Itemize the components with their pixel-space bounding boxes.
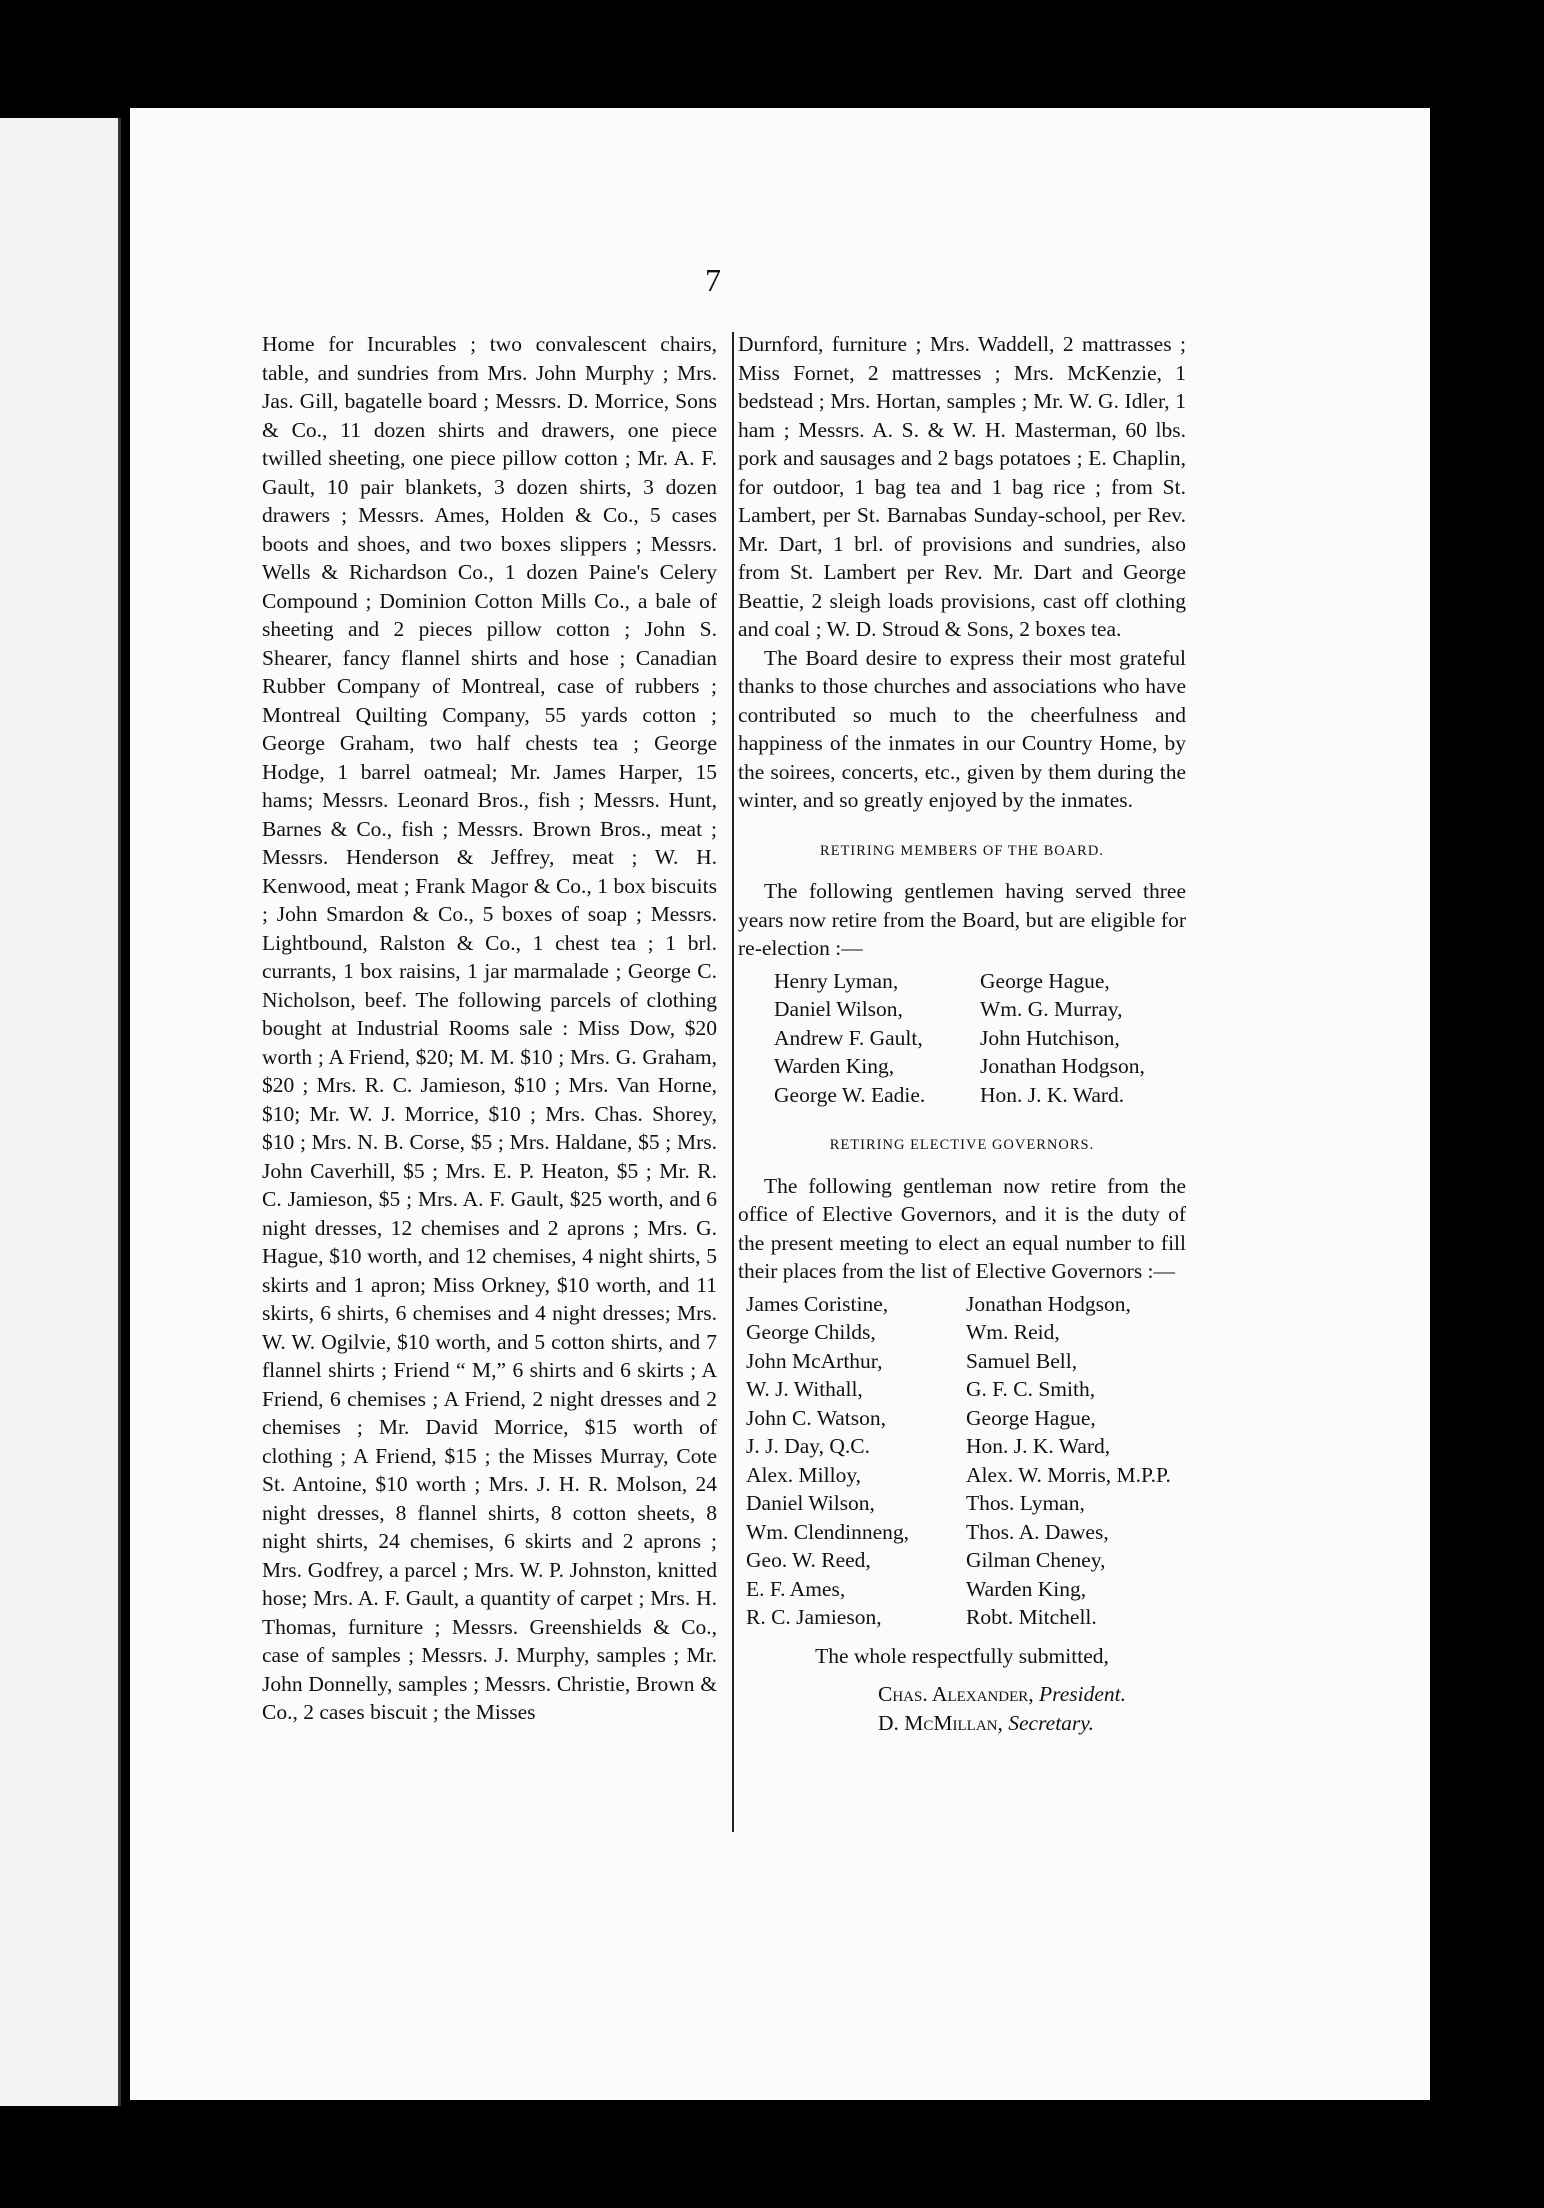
signatory-title: Secretary. — [1008, 1710, 1095, 1735]
list-item: Warden King, — [966, 1576, 1087, 1601]
list-item: Hon. J. K. Ward. — [980, 1082, 1125, 1107]
board-members-list — [738, 967, 1186, 1110]
list-item: James Coristine, — [746, 1291, 889, 1316]
list-item: Jonathan Hodgson, — [980, 1054, 1145, 1078]
list-item: G. F. C. Smith, — [966, 1377, 1096, 1401]
left-column — [262, 330, 717, 1727]
signatory-name: D. McMillan, — [878, 1710, 1003, 1735]
heading-retiring-governors: RETIRING ELECTIVE GOVERNORS. — [829, 1137, 1095, 1153]
list-item: Alex. Milloy, — [746, 1462, 862, 1487]
donations-list-text: Home for Incurables ; two convalescent chairs, table, and sundries from Mrs. John Murphy ; Mrs. Jas. Gill, bagatelle board ; Messrs. D. Morrice, Sons & Co., 11 dozen shirts and drawers, one piece twilled sheeting, one piece pillow cotton ; Mr. A. F. Gault, 10 pair blankets, 3 dozen shirts, 3 dozen drawers ; Messrs. Ames, Holden & Co., 5 cases boots and shoes, and two boxes slippers ; Messrs. Wells & Richardson Co., 1 dozen Paine's Celery Compound ; Dominion Cotton Mills Co., a bale of sheeting and 2 pieces pillow cotton ; John S. Shearer, fancy flannel shirts and hose ; Canadian Rubber Company of Montreal, case of rubbers ; Montreal Quilting Company, 55 yards cotton ; George Graham, two half chests tea ; George Hodge, 1 barrel oatmeal; Mr. James Harper, 15 hams; Messrs. Leonard Bros., fish ; Messrs. Hunt, Barnes & Co., fish ; Messrs. Brown Bros., meat ; Messrs. Henderson & Jeffrey, meat ; W. H. Kenwood, meat ; Frank Magor & Co., 1 box biscuits ; John Smardon & Co., 5 boxes of soap ; Messrs. Lightbound, Ralston & Co., 1 chest tea ; 1 brl. currants, 1 box raisins, 1 jar marmalade ; George C. Nicholson, beef. The following parcels of clothing bought at Industrial Rooms sale : Miss Dow, $20 worth ; A Friend, $20; M. M. $10 ; Mrs. G. Graham, $20 ; Mrs. R. C. Jamieson, $10 ; Mrs. Van Horne, $10; Mr. W. J. Morrice, $10 ; Mrs. Chas. Shorey, $10 ; Mrs. N. B. Corse, $5 ; Mrs. Haldane, $5 ; Mrs. John Caverhill, $5 ; Mrs. E. P. Heaton, $5 ; Mr. R. C. Jamieson, $5 ; Mrs. A. F. Gault, $25 worth, and 6 night dresses, 12 chemises and 2 aprons ; Mrs. G. Hague, $10 worth, and 12 chemises, 4 night shirts, 5 skirts and 1 apron; Miss Orkney, $10 worth, and 11 skirts, 6 shirts, 6 chemises and 4 night dresses; Mrs. W. W. Ogilvie, $10 worth, and 5 cotton shirts, and 7 flannel shirts ; Friend “ M,” 6 shirts and 6 skirts ; A Friend, 6 chemises ; A Friend, 2 night dresses and 2 chemises ; Mr. David Morrice, $15 worth of clothing ; A Friend, $15 ; the Misses Murray, Cote St. Antoine, $10 worth ; Mrs. J. H. R. Molson, 24 night dresses, 8 flannel shirts, 8 cotton sheets, 8 night shirts, 24 chemises, 6 skirts and 2 aprons ; Mrs. Godfrey, a parcel ; Mrs. W. P. Johnston, knitted hose; Mrs. A. F. Gault, a quantity of carpet ; Mrs. H. Thomas, furniture ; Messrs. Greenshields & Co., case of samples ; Messrs. J. Murphy, samples ; Mr. John Donnelly, samples ; Messrs. Christie, Brown & Co., 2 cases biscuit ; the Misses — [262, 332, 717, 1724]
list-item: Alex. W. Morris, M.P.P. — [966, 1462, 1171, 1487]
list-item: E. F. Ames, — [746, 1576, 846, 1601]
list-item: Wm. Reid, — [966, 1320, 1060, 1344]
list-item: George W. Eadie. — [774, 1082, 926, 1107]
facing-page-edge — [0, 118, 121, 2106]
signature-president — [878, 1680, 1186, 1709]
closing-line: The whole respectfully submitted, — [815, 1643, 1109, 1668]
list-item: George Childs, — [746, 1320, 876, 1344]
signatory-title: President. — [1039, 1682, 1126, 1706]
list-item: Warden King, — [774, 1054, 895, 1078]
list-item: John Hutchison, — [980, 1025, 1120, 1050]
signatory-name: Chas. Alexander, — [878, 1682, 1034, 1706]
list-item: Daniel Wilson, — [746, 1491, 875, 1515]
list-item: R. C. Jamieson, — [746, 1605, 882, 1629]
list-item: Jonathan Hodgson, — [966, 1291, 1131, 1316]
signature-secretary — [878, 1709, 1186, 1738]
list-item: Geo. W. Reed, — [746, 1548, 871, 1572]
list-item: Daniel Wilson, — [774, 997, 903, 1021]
list-item: Thos. A. Dawes, — [966, 1519, 1109, 1544]
list-item: Andrew F. Gault, — [774, 1025, 923, 1050]
list-item: Henry Lyman, — [774, 968, 899, 993]
list-item: Robt. Mitchell. — [966, 1605, 1097, 1629]
list-item: Wm. Clendinneng, — [746, 1519, 910, 1544]
list-item: John C. Watson, — [746, 1405, 887, 1430]
list-item: Hon. J. K. Ward, — [966, 1434, 1111, 1458]
column-divider — [732, 332, 734, 1832]
governors-intro: The following gentleman now retire from the office of Elective Governors, and it is the duty of the present meeting to elect an equal number to fill their places from the list of Elective Governors :— — [738, 1173, 1186, 1283]
list-item: Thos. Lyman, — [966, 1491, 1085, 1515]
page-number: 7 — [705, 262, 721, 298]
list-item: J. J. Day, Q.C. — [746, 1434, 871, 1458]
board-intro: The following gentlemen having served three years now retire from the Board, but are eligible for re-election :— — [738, 879, 1186, 960]
list-item: Gilman Cheney, — [966, 1548, 1106, 1572]
list-item: George Hague, — [966, 1405, 1096, 1430]
governors-list — [738, 1290, 1186, 1632]
list-item: John McArthur, — [746, 1348, 883, 1373]
heading-retiring-board: RETIRING MEMBERS OF THE BOARD. — [820, 842, 1104, 859]
list-item: Wm. G. Murray, — [980, 997, 1123, 1021]
list-item: Samuel Bell, — [966, 1348, 1078, 1373]
list-item: George Hague, — [980, 968, 1110, 993]
list-item: W. J. Withall, — [746, 1377, 863, 1401]
right-column — [738, 330, 1186, 1737]
donations-continuation-text: Durnford, furniture ; Mrs. Waddell, 2 mattrasses ; Miss Fornet, 2 mattresses ; Mrs. McKenzie, 1 bedstead ; Mrs. Hortan, samples ; Mr. W. G. Idler, 1 ham ; Messrs. A. S. & W. H. Masterman, 60 lbs. pork and sausages and 2 bags potatoes ; E. Chaplin, for outdoor, 1 bag tea and 1 bag rice ; from St. Lambert, per St. Barnabas Sunday-school, per Rev. Mr. Dart, 1 brl. of provisions and sundries, also from St. Lambert per Rev. Mr. Dart and George Beattie, 2 sleigh loads provisions, cast off clothing and coal ; W. D. Stroud & Sons, 2 boxes tea. — [738, 332, 1186, 641]
thanks-paragraph: The Board desire to express their most grateful thanks to those churches and associations who have contributed so much to the cheerfulness and happiness of the inmates in our Country Home, by the soirees, concerts, etc., given by them during the winter, and so greatly enjoyed by the inmates. — [738, 645, 1186, 812]
